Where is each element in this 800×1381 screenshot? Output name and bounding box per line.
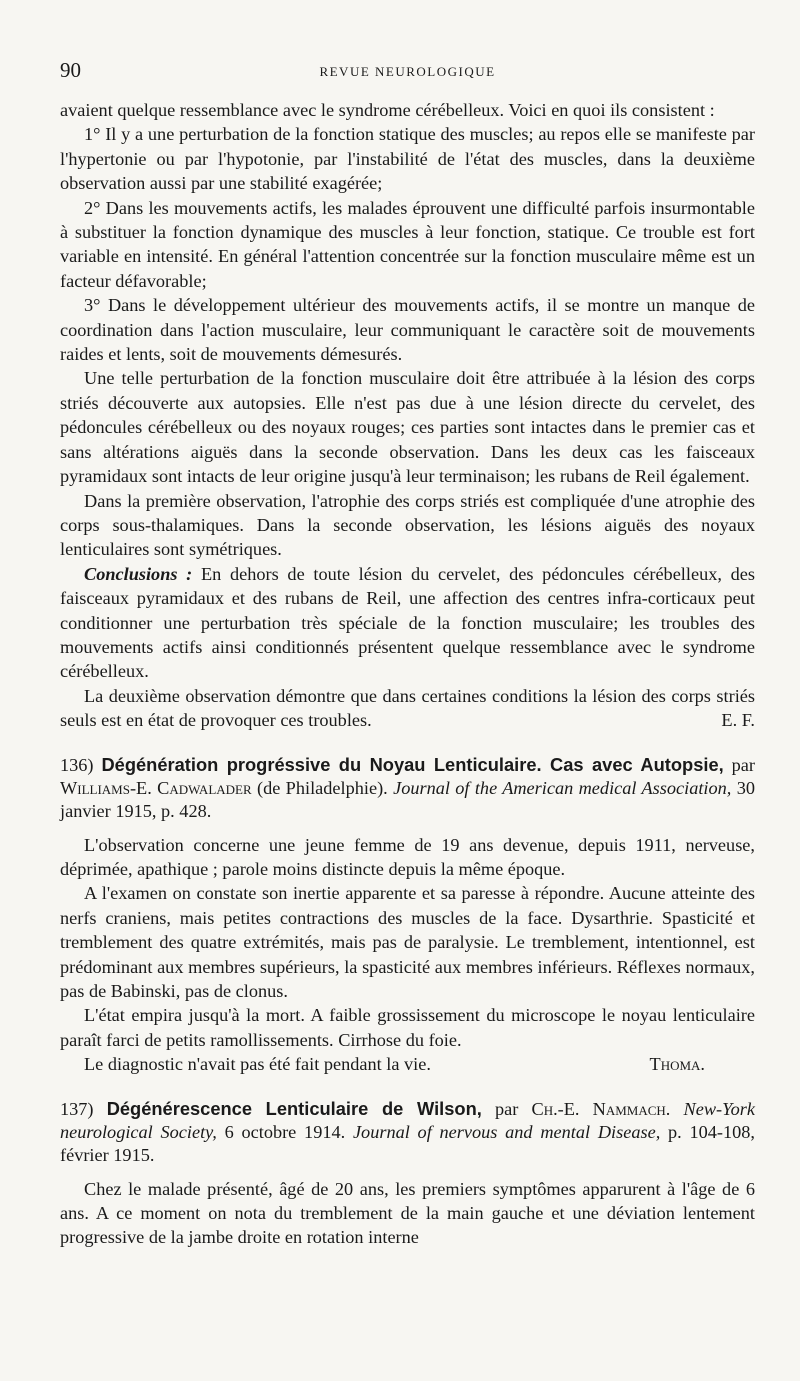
entry-journal: Journal of the American medical Association, <box>393 777 732 798</box>
paragraph-signed <box>60 1052 755 1076</box>
entry-number: 136) <box>60 754 94 775</box>
conclusions-label: Conclusions : <box>84 563 193 584</box>
running-head: REVUE NEUROLOGIQUE <box>319 64 496 79</box>
page-number: 90 <box>60 58 81 82</box>
entry-journal: Journal of nervous and mental Disease, <box>352 1121 661 1142</box>
paragraph: L'observation concerne une jeune femme de 19 ans devenue, depuis 1911, nerveuse, déprimée, apathique ; parole moins distincte depuis la même époque. <box>60 834 755 879</box>
entry-heading <box>60 753 755 823</box>
entry-heading <box>60 1097 755 1167</box>
entry-number: 137) <box>60 1098 94 1119</box>
entry-citation <box>60 1097 755 1167</box>
paragraph: 1° Il y a une perturbation de la fonction statique des muscles; au repos elle se manifeste par l'hypertonie ou par l'hypotonie, par l'instabilité de l'état des muscles, dans la deuxième observation aussi par une stabilité exagérée; <box>60 124 755 194</box>
paragraph: 2° Dans les mouvements actifs, les malades éprouvent une difficulté parfois insurmontable à substituer la fonction dynamique des muscles à leur fonction, statique. Ce trouble est fort variable en intensité. En général l'attention concentrée sur la fonction musculaire même est un facteur défavorable; <box>60 197 755 291</box>
conclusions-text: En dehors de toute lésion du cervelet, des pédoncules cérébelleux, des faisceaux pyramidaux et des rubans de Reil, une affection des centres infra-corticaux peut conditionner une perturbation très spéciale de la fonction musculaire; les troubles des mouvements actifs ainsi conditionnés présentent quelque ressemblance avec le syndrome cérébelleux. <box>60 563 756 682</box>
entry-title: Dégénérescence Lenticulaire de Wilson, <box>106 1097 482 1119</box>
paragraph: Dans la première observation, l'atrophie des corps striés est compliquée d'une atrophie des corps sous-thalamiques. Dans la seconde observation, les lésions aiguës des noyaux lenticulaires sont symétriques. <box>60 490 755 560</box>
entry-author: Ch.-E. Nammach. <box>531 1098 671 1119</box>
conclusions-paragraph <box>60 562 755 684</box>
paragraph: A l'examen on constate son inertie apparente et sa paresse à répondre. Aucune atteinte des nerfs craniens, mais petites contractions des muscles de la face. Dysarthrie. Spasticité et tremblement des quatre extrémités, mais pas de paralysie. Le tremblement, intentionnel, est prédominant aux membres supérieurs, la spasticité aux membres inférieurs. Réflexes normaux, pas de Babinski, pas de clonus. <box>60 883 755 1001</box>
continued-review <box>60 98 755 733</box>
paragraph: avaient quelque ressemblance avec le syndrome cérébelleux. Voici en quoi ils consistent : <box>60 100 715 120</box>
page-header <box>60 58 755 88</box>
entry-citation <box>60 753 755 823</box>
entry-title: Dégénération progréssive du Noyau Lenticulaire. Cas avec Autopsie, <box>101 753 724 775</box>
paragraph: 3° Dans le développement ultérieur des mouvements actifs, il se montre un manque de coordination dans l'action musculaire, leur communiquant le caractère soit de mouvements raides et lents, soit de mouvements démesurés. <box>60 295 755 365</box>
paragraph: Une telle perturbation de la fonction musculaire doit être attribuée à la lésion des corps striés découverte aux autopsies. Elle n'est pas due à une lésion directe du cervelet, des pédoncules cérébelleux ou des noyaux rouges; ces parties sont intactes dans le premier cas et sans altérations aiguës dans la seconde observation. Dans les deux cas les faisceaux pyramidaux sont intacts de leur origine jusqu'à leur terminaison; les rubans de Reil également. <box>60 368 755 487</box>
entry-author: Williams-E. Cadwalader <box>60 777 252 798</box>
reviewer-signature: Thoma. <box>649 1054 705 1075</box>
paragraph: Chez le malade présenté, âgé de 20 ans, les premiers symptômes apparurent à l'âge de 6 ans. A ce moment on nota du tremblement de la main gauche et une déviation lentement progressive de la jambe droite en rotation interne <box>60 1178 755 1248</box>
entry-society: New-York neurological Society, <box>60 1098 755 1142</box>
reviewer-signature: E. F. <box>721 710 755 731</box>
entry-body <box>60 833 755 1077</box>
entry-citation-details: 30 janvier 1915, p. 428. <box>60 777 755 821</box>
paragraph: L'état empira jusqu'à la mort. A faible grossissement du microscope le noyau lenticulaire paraît farci de petits ramollissements. Cirrhose du foie. <box>60 1005 755 1050</box>
entry-body <box>60 1177 755 1250</box>
entry-affiliation: (de Philadelphie). <box>251 777 394 798</box>
entry-by: par <box>723 754 755 775</box>
review-entry-137 <box>60 1097 755 1250</box>
paragraph-text: La deuxième observation démontre que dans certaines conditions la lésion des corps striés seuls est en état de provoquer ces troubles. <box>60 685 755 731</box>
entry-date: 6 octobre 1914. <box>216 1121 353 1142</box>
entry-citation-details: p. 104-108, février 1915. <box>60 1121 755 1165</box>
entry-by: par <box>481 1098 532 1119</box>
paragraph-signed <box>60 684 755 733</box>
review-entry-136 <box>60 753 755 1077</box>
document-page <box>60 58 755 1250</box>
paragraph-text: Le diagnostic n'avait pas été fait pendant la vie. <box>84 1054 431 1075</box>
